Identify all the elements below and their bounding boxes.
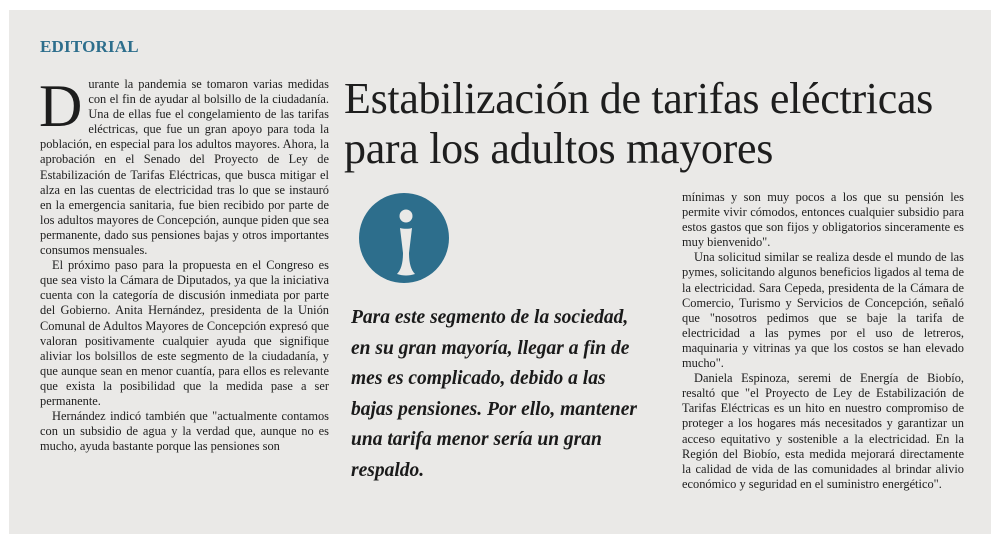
article-column-right xyxy=(682,190,964,492)
article-paragraph: Daniela Espinoza, seremi de Energía de Biobío, resaltó que "el Proyecto de Ley de Estabilización de Tarifas Eléctricas es un hito en nuestro compromiso de proteger a los hogares más necesitados y garantizar un acceso equitativo y sostenible a la electricidad. En la Región del Biobío, esta medida mejorará directamente la calidad de vida de las comunidades al brindar alivio económico y seguridad en el suministro energético". xyxy=(682,371,964,491)
drop-cap: D xyxy=(39,73,83,139)
newspaper-page xyxy=(9,10,991,534)
info-icon xyxy=(359,193,449,283)
article-paragraph: Una solicitud similar se realiza desde el mundo de las pymes, solicitando algunos beneficios ligados al tema de la electricidad. Sara Cepeda, presidenta de la Cámara de Comercio, Turismo y Servicios de Concepción, señaló que "nosotros pedimos que se baje la tarifa de electricidad a las pymes por el uso de letreros, maquinaria y vitrinas ya que los costos se han elevado mucho". xyxy=(682,250,964,371)
article-paragraph: mínimas y son muy pocos a los que su pensión les permite vivir cómodos, entonces cualquier subsidio para estos gastos que son fijos y obligatorios sinceramente es muy bienvenido". xyxy=(682,190,964,250)
paragraph-text: urante la pandemia se tomaron varias medidas con el fin de ayudar al bolsillo de la ciudadanía. Una de ellas fue el congelamiento de las tarifas eléctricas, que fue un gran apoyo para toda la población, en especial para los adultos mayores. Ahora, la aprobación en el Senado del Proyecto de Ley de Estabilización de Tarifas Eléctricas, que busca mitigar el alza en las cuentas de electricidad tras lo que se instauró en la emergencia sanitaria, fue bien recibido por parte de los adultos mayores de Concepción, aunque piden que sea permanente, dado sus pensiones bajas y otros importantes consumos mensuales. xyxy=(40,77,329,258)
headline: Estabilización de tarifas eléctricas para los adultos mayores xyxy=(344,74,934,173)
pull-quote: Para este segmento de la sociedad, en su gran mayoría, llegar a fin de mes es complicado, debido a las bajas pensiones. Por ello, mantener una tarifa menor sería un gran respaldo. xyxy=(351,307,638,481)
article-paragraph: Hernández indicó también que "actualmente contamos con un subsidio de agua y la verdad que, aunque no es mucho, ayuda bastante porque las pensiones son xyxy=(40,409,329,454)
article-column-left xyxy=(39,73,329,454)
section-label: EDITORIAL xyxy=(40,37,139,56)
article-paragraph: El próximo paso para la propuesta en el Congreso es que sea visto la Cámara de Diputados, ya que la iniciativa cuenta con la categoría de discusión inmediata por parte del Gobierno. Anita Hernández, presidenta de la Unión Comunal de Adultos Mayores de Concepción expresó que valoran positivamente cualquier ayuda que signifique aliviar los bolsillos de este segmento de la ciudadanía, y que aunque sean en menor cuantía, para ellos es relevante que exista la posibilidad que la medida pase a ser permanente. xyxy=(40,258,329,408)
article-paragraph xyxy=(39,73,329,258)
